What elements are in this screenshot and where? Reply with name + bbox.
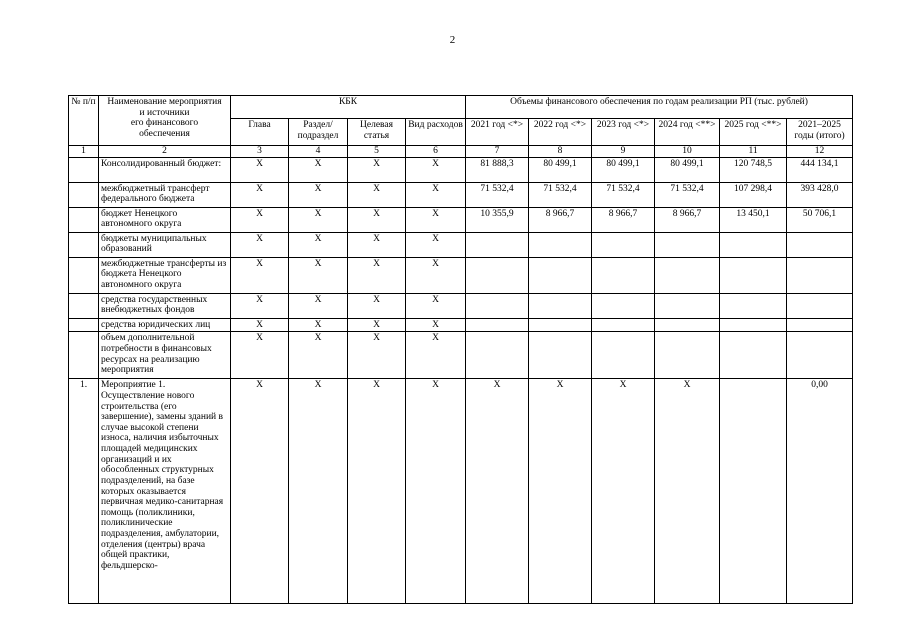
kbk-cell: X [406, 379, 466, 604]
header-name: Наименование мероприятия и источники его финансового обеспечения [99, 96, 231, 146]
year-value-cell [787, 332, 853, 379]
row-number [69, 257, 99, 293]
year-value-cell [787, 293, 853, 318]
year-value-cell: 50 706,1 [787, 207, 853, 232]
row-number [69, 182, 99, 207]
year-value-cell: 8 966,7 [592, 207, 655, 232]
header-year-col: 2025 год <**> [720, 119, 787, 146]
table-row [69, 293, 853, 318]
column-index: 12 [787, 146, 853, 158]
column-index: 2 [99, 146, 231, 158]
year-value-cell [592, 232, 655, 257]
column-index: 7 [466, 146, 529, 158]
kbk-cell: X [231, 207, 289, 232]
kbk-cell: X [231, 182, 289, 207]
table-row [69, 207, 853, 232]
kbk-cell: X [348, 318, 406, 332]
year-value-cell [720, 379, 787, 604]
year-value-cell: 80 499,1 [529, 157, 592, 182]
year-value-cell: 81 888,3 [466, 157, 529, 182]
table-row [69, 379, 853, 604]
table-row [69, 318, 853, 332]
year-value-cell [529, 232, 592, 257]
kbk-cell: X [231, 318, 289, 332]
row-number: 1. [69, 379, 99, 604]
year-value-cell [592, 257, 655, 293]
year-value-cell [529, 257, 592, 293]
year-value-cell: 120 748,5 [720, 157, 787, 182]
year-value-cell: 71 532,4 [466, 182, 529, 207]
column-index: 5 [348, 146, 406, 158]
header-year-col: 2024 год <**> [655, 119, 720, 146]
kbk-cell: X [406, 332, 466, 379]
kbk-cell: X [231, 379, 289, 604]
kbk-cell: X [348, 257, 406, 293]
year-value-cell: X [655, 379, 720, 604]
column-index: 8 [529, 146, 592, 158]
year-value-cell [720, 232, 787, 257]
kbk-cell: X [289, 379, 348, 604]
row-name: Мероприятие 1. Осуществление нового строительства (его завершение), замены зданий в случае высокой степени износа, наличия избыточных площадей медицинских организаций и их обособленных структурных подразделений, на базе которых оказывается первичная медико-санитарная помощь (поликлиники, поликлинические подразделения, амбулатории, отделения (центры) врача общей практики, фельдшерско- [99, 379, 231, 604]
row-number [69, 332, 99, 379]
header-year-col: 2022 год <*> [529, 119, 592, 146]
kbk-cell: X [231, 293, 289, 318]
year-value-cell [720, 332, 787, 379]
kbk-cell: X [289, 182, 348, 207]
year-value-cell [529, 293, 592, 318]
table-row [69, 182, 853, 207]
year-value-cell [592, 293, 655, 318]
header-kbk-col: Раздел/ подраздел [289, 119, 348, 146]
header-year-col: 2021–2025 годы (итого) [787, 119, 853, 146]
column-index: 10 [655, 146, 720, 158]
year-value-cell [720, 257, 787, 293]
year-value-cell [720, 318, 787, 332]
row-name: средства юридических лиц [99, 318, 231, 332]
year-value-cell [466, 332, 529, 379]
kbk-cell: X [289, 232, 348, 257]
year-value-cell [466, 318, 529, 332]
kbk-cell: X [289, 157, 348, 182]
financing-table [68, 95, 853, 604]
header-kbk-col: Вид расходов [406, 119, 466, 146]
year-value-cell: 8 966,7 [655, 207, 720, 232]
kbk-cell: X [406, 318, 466, 332]
year-value-cell [592, 332, 655, 379]
table-body [69, 157, 853, 604]
column-index: 9 [592, 146, 655, 158]
header-kbk-col: Целевая статья [348, 119, 406, 146]
year-value-cell: X [466, 379, 529, 604]
row-name: бюджеты муниципальных образований [99, 232, 231, 257]
column-index: 1 [69, 146, 99, 158]
kbk-cell: X [406, 207, 466, 232]
year-value-cell: 0,00 [787, 379, 853, 604]
header-year-col: 2021 год <*> [466, 119, 529, 146]
kbk-cell: X [231, 257, 289, 293]
header-kbk: КБК [231, 96, 466, 119]
year-value-cell: 107 298,4 [720, 182, 787, 207]
row-name: межбюджетные трансферты из бюджета Ненецкого автономного округа [99, 257, 231, 293]
year-value-cell [655, 332, 720, 379]
year-value-cell: X [592, 379, 655, 604]
kbk-cell: X [348, 379, 406, 604]
year-value-cell [655, 318, 720, 332]
kbk-cell: X [289, 318, 348, 332]
year-value-cell: 71 532,4 [655, 182, 720, 207]
year-value-cell: 393 428,0 [787, 182, 853, 207]
year-value-cell: 80 499,1 [592, 157, 655, 182]
row-name: объем дополнительной потребности в финансовых ресурсах на реализацию мероприятия [99, 332, 231, 379]
kbk-cell: X [348, 182, 406, 207]
kbk-cell: X [289, 332, 348, 379]
year-value-cell [592, 318, 655, 332]
year-value-cell: 444 134,1 [787, 157, 853, 182]
kbk-cell: X [406, 293, 466, 318]
year-value-cell [655, 293, 720, 318]
table-row [69, 332, 853, 379]
year-value-cell [466, 232, 529, 257]
year-value-cell [787, 232, 853, 257]
row-name: межбюджетный трансферт федерального бюджета [99, 182, 231, 207]
row-number [69, 232, 99, 257]
year-value-cell: 71 532,4 [529, 182, 592, 207]
year-value-cell [655, 232, 720, 257]
year-value-cell [787, 257, 853, 293]
row-number [69, 318, 99, 332]
year-value-cell [720, 293, 787, 318]
year-value-cell: 71 532,4 [592, 182, 655, 207]
kbk-cell: X [406, 182, 466, 207]
year-value-cell [529, 318, 592, 332]
year-value-cell [529, 332, 592, 379]
table-row [69, 157, 853, 182]
kbk-cell: X [406, 257, 466, 293]
kbk-cell: X [348, 157, 406, 182]
year-value-cell [466, 257, 529, 293]
table-row [69, 257, 853, 293]
kbk-cell: X [289, 207, 348, 232]
column-index: 4 [289, 146, 348, 158]
row-name: средства государственных внебюджетных фондов [99, 293, 231, 318]
column-index: 3 [231, 146, 289, 158]
kbk-cell: X [406, 157, 466, 182]
kbk-cell: X [231, 232, 289, 257]
kbk-cell: X [348, 293, 406, 318]
header-kbk-col: Глава [231, 119, 289, 146]
column-index: 11 [720, 146, 787, 158]
row-name: Консолидированный бюджет: [99, 157, 231, 182]
year-value-cell: X [529, 379, 592, 604]
table-row [69, 232, 853, 257]
year-value-cell: 80 499,1 [655, 157, 720, 182]
kbk-cell: X [348, 207, 406, 232]
header-year-col: 2023 год <*> [592, 119, 655, 146]
header-num: № п/п [69, 96, 99, 146]
kbk-cell: X [289, 257, 348, 293]
kbk-cell: X [289, 293, 348, 318]
kbk-cell: X [406, 232, 466, 257]
row-number [69, 157, 99, 182]
year-value-cell [655, 257, 720, 293]
year-value-cell: 10 355,9 [466, 207, 529, 232]
year-value-cell [787, 318, 853, 332]
kbk-cell: X [231, 332, 289, 379]
row-number [69, 293, 99, 318]
year-value-cell: 13 450,1 [720, 207, 787, 232]
column-index-row [69, 146, 853, 158]
year-value-cell: 8 966,7 [529, 207, 592, 232]
year-value-cell [466, 293, 529, 318]
kbk-cell: X [348, 232, 406, 257]
row-name: бюджет Ненецкого автономного округа [99, 207, 231, 232]
row-number [69, 207, 99, 232]
column-index: 6 [406, 146, 466, 158]
header-volumes: Объемы финансового обеспечения по годам реализации РП (тыс. рублей) [466, 96, 853, 119]
header-row-1 [69, 96, 853, 119]
page-number: 2 [449, 34, 456, 46]
kbk-cell: X [231, 157, 289, 182]
kbk-cell: X [348, 332, 406, 379]
